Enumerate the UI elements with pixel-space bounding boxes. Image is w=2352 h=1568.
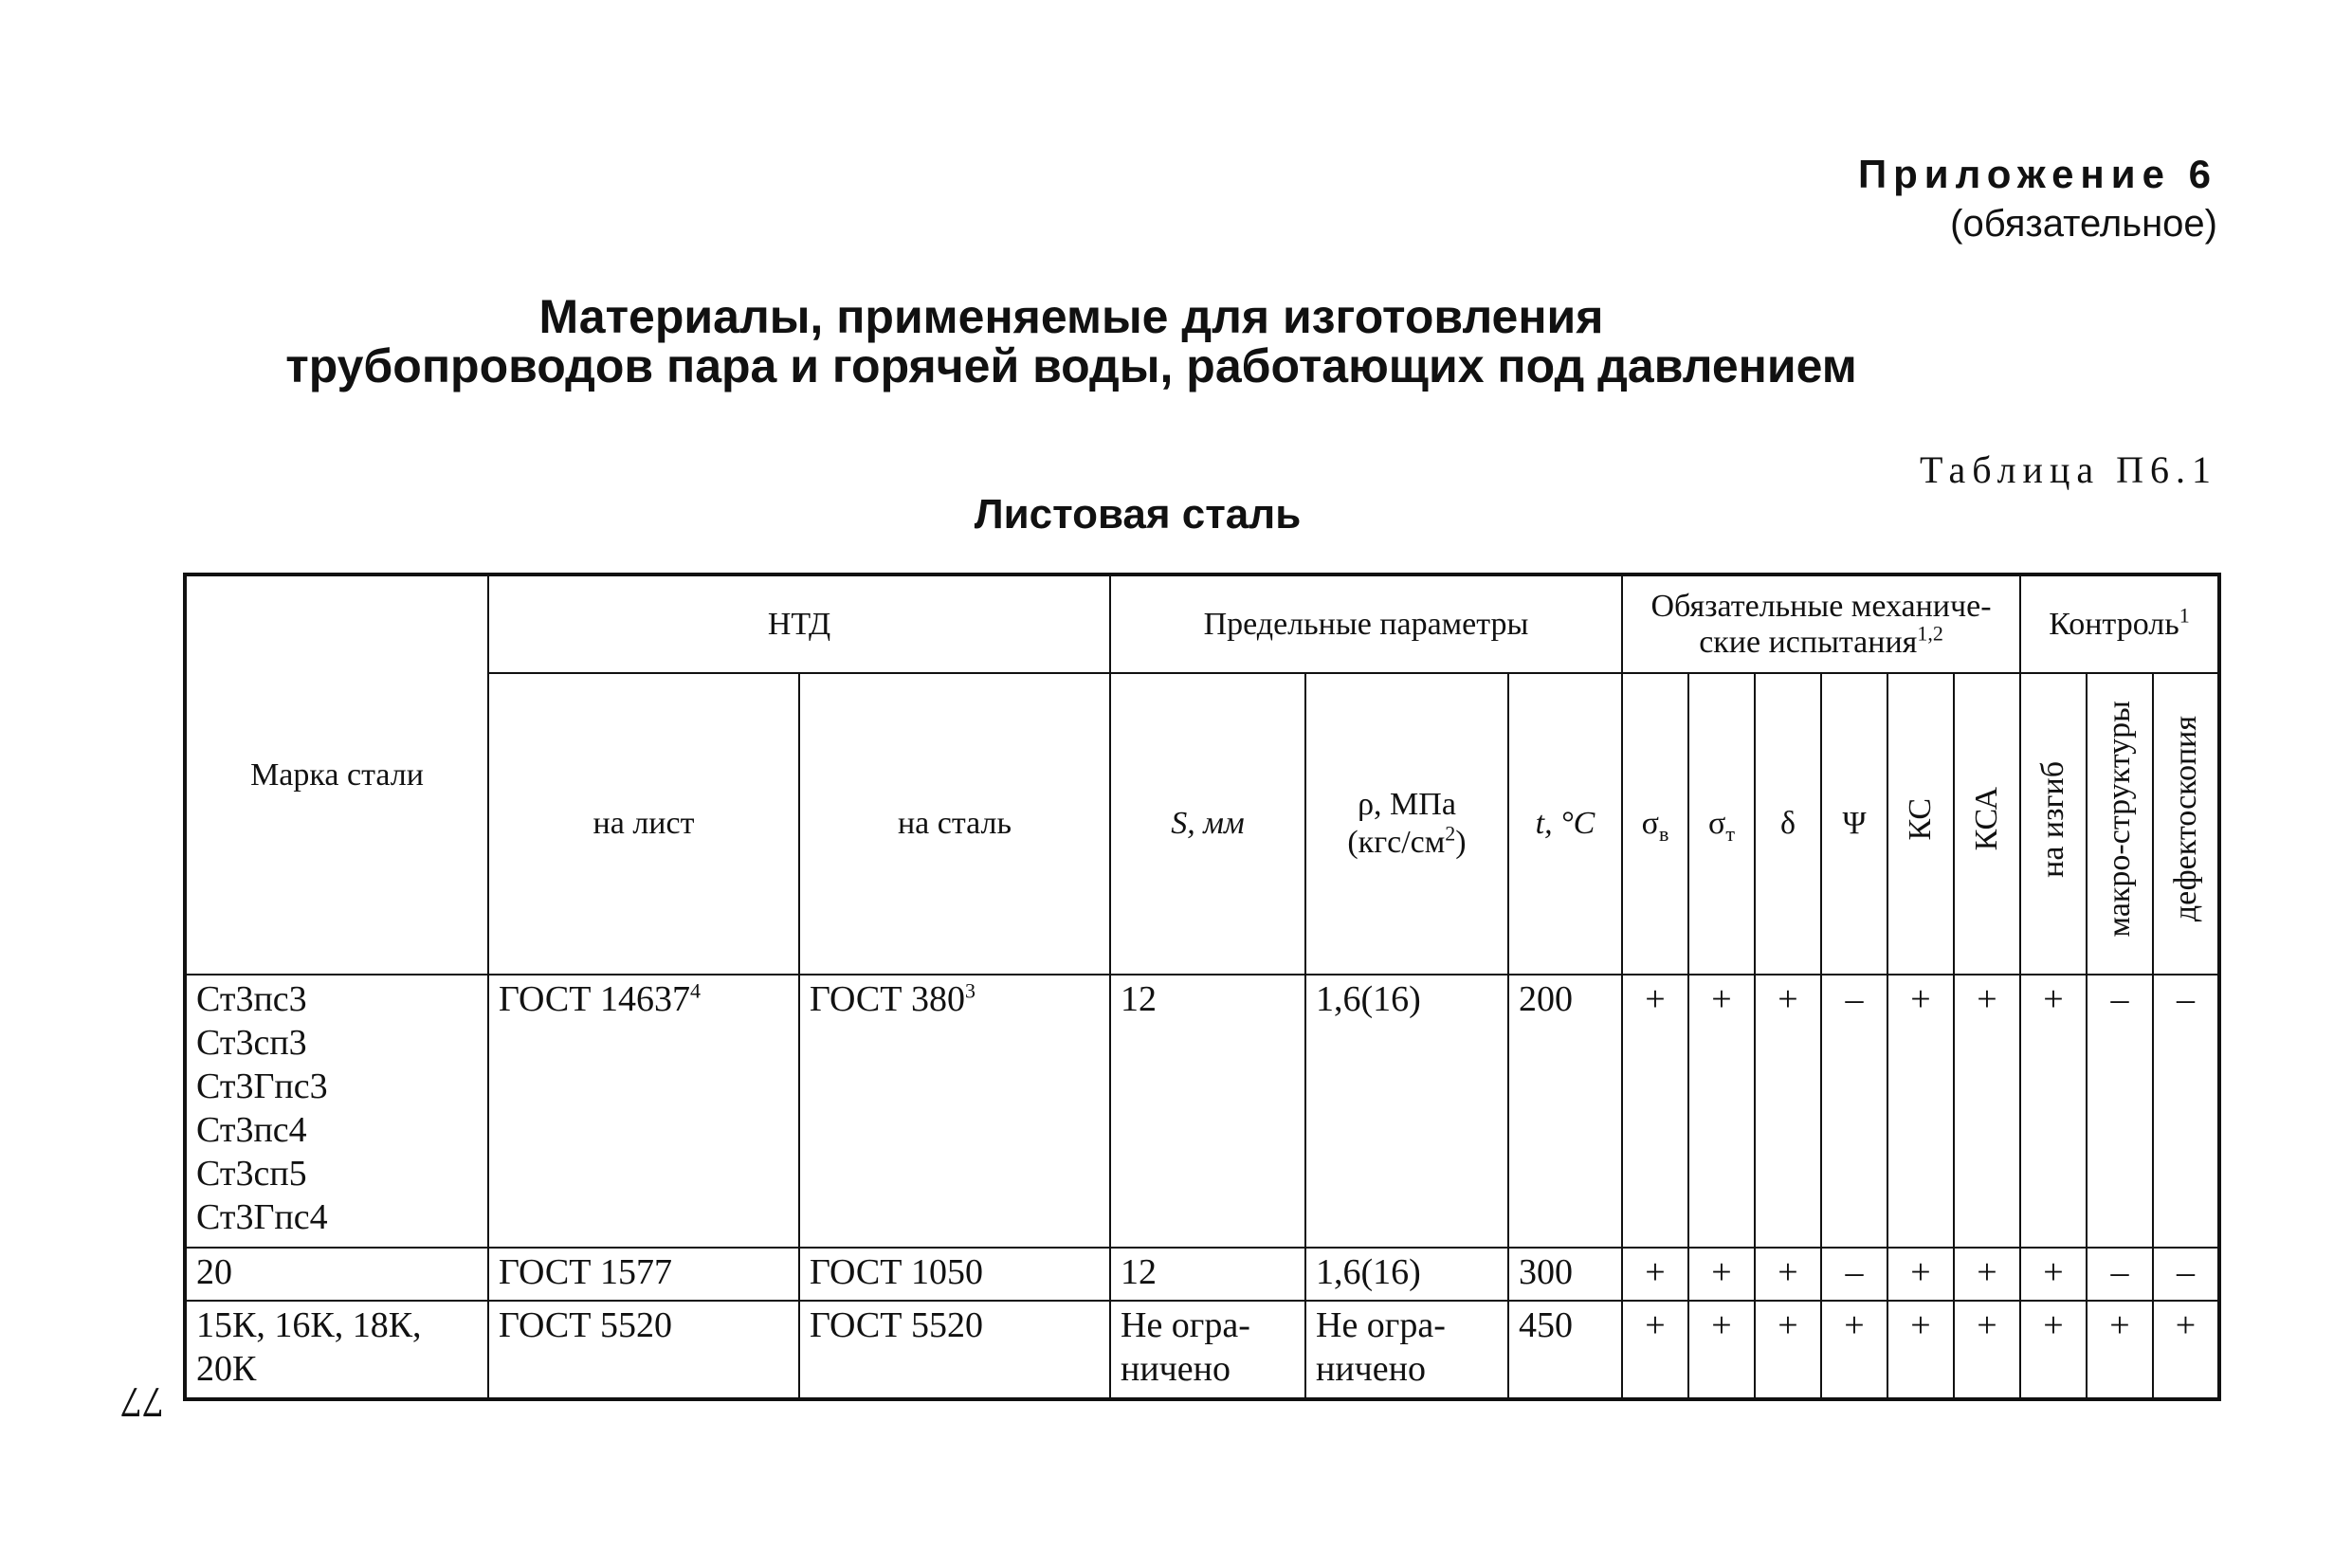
cell-mark: + [1755,1301,1821,1399]
header-psi: Ψ [1821,673,1887,975]
header-control-sup: 1 [2179,603,2190,628]
cell-on-sheet: ГОСТ 1577 [488,1248,799,1301]
cell-mark: – [2087,1248,2153,1301]
header-control [2020,574,2219,673]
cell-on-steel: ГОСТ 5520 [799,1301,1110,1399]
cell-pressure: Не огра- ничено [1305,1301,1508,1399]
header-mech-tests-text: Обязательные механиче-ские испытания [1650,588,1992,660]
header-bend-text: на изгиб [2035,760,2070,878]
grade-name: Ст3Гпс4 [196,1197,328,1237]
header-temperature-text: t, °С [1535,806,1595,841]
header-sigma-t: $\sigma_т$ [1688,673,1755,975]
cell-mark: + [1755,975,1821,1248]
cell-mark: + [2020,1301,2087,1399]
header-thickness [1110,673,1305,975]
cell-mark: + [1887,1248,1954,1301]
header-pressure-line1: ρ, МПа [1358,787,1456,822]
cell-temperature: 200 [1508,975,1622,1248]
cell-mark: + [1954,975,2020,1248]
header-temperature [1508,673,1622,975]
cell-mark: + [1688,1248,1755,1301]
cell-mark: + [2020,975,2087,1248]
header-kc [1887,673,1954,975]
cell-mark: – [2087,975,2153,1248]
page-number: 77 [120,1378,164,1427]
cell-on-sheet: ГОСТ 14637$^4$ [488,975,799,1248]
cell-mark: + [1887,975,1954,1248]
grade-name: Ст3пс3 [196,979,307,1019]
cell-grades [185,1301,488,1399]
table-number: Таблица П6.1 [1920,448,2217,491]
cell-mark: – [1821,1248,1887,1301]
grade-name: Ст3пс4 [196,1110,307,1150]
cell-on-sheet: ГОСТ 5520 [488,1301,799,1399]
cell-mark: + [1688,975,1755,1248]
cell-mark: + [1821,1301,1887,1399]
header-limit-params: Предельные параметры [1110,574,1622,673]
cell-mark: + [1622,1248,1688,1301]
header-sigma-v: $\sigma_в$ [1622,673,1688,975]
header-kca [1954,673,2020,975]
header-defect-text: дефектоскопия [2167,716,2203,922]
header-macro-text: макро-структуры [2102,701,2137,938]
cell-mark: – [2153,1248,2219,1301]
header-on-sheet: на лист [488,673,799,975]
table-subtitle: Листовая сталь [974,491,1302,538]
grade-name: 15К, 16К, 18К, [196,1305,422,1345]
cell-grades [185,1248,488,1301]
grade-name: 20 [196,1252,232,1292]
header-kca-text: КСА [1969,787,2004,851]
cell-pressure: 1,6(16) [1305,1248,1508,1301]
header-control-text: Контроль [2049,606,2179,642]
cell-temperature: 450 [1508,1301,1622,1399]
header-thickness-text: S, мм [1171,806,1245,841]
table-row [185,1248,2219,1301]
grade-name: Ст3сп3 [196,1023,307,1063]
cell-mark: + [2087,1301,2153,1399]
cell-mark: + [1622,975,1688,1248]
cell-pressure: 1,6(16) [1305,975,1508,1248]
header-defect [2153,673,2219,975]
cell-mark: + [1755,1248,1821,1301]
document-title [284,292,1858,391]
grade-name: 20К [196,1349,257,1389]
cell-mark: + [1688,1301,1755,1399]
header-steel-grade: Марка стали [185,574,488,975]
appendix-title: Приложение 6 [1857,152,2217,196]
cell-grades [185,975,488,1248]
title-line-2: трубопроводов пара и горячей воды, работающих под давлением [285,339,1857,392]
grade-name: Ст3сп5 [196,1154,307,1194]
cell-mark: + [2020,1248,2087,1301]
cell-mark: – [2153,975,2219,1248]
cell-thickness: Не огра- ничено [1110,1301,1305,1399]
appendix-subtitle: (обязательное) [1950,203,2217,245]
header-ntd: НТД [488,574,1110,673]
header-mech-tests-sup: 1,2 [1917,621,1943,646]
materials-table [183,573,2221,1401]
header-bend [2020,673,2087,975]
cell-temperature: 300 [1508,1248,1622,1301]
cell-thickness: 12 [1110,975,1305,1248]
cell-thickness: 12 [1110,1248,1305,1301]
header-on-steel: на сталь [799,673,1110,975]
grade-name: Ст3Гпс3 [196,1067,328,1106]
cell-mark: – [1821,975,1887,1248]
table-row [185,1301,2219,1399]
cell-mark: + [1954,1301,2020,1399]
header-kc-text: КС [1903,797,1938,841]
header-macro [2087,673,2153,975]
cell-on-steel: ГОСТ 1050 [799,1248,1110,1301]
cell-on-steel: ГОСТ $380^3$ [799,975,1110,1248]
header-mech-tests [1622,574,2020,673]
cell-mark: + [2153,1301,2219,1399]
table-row [185,975,2219,1248]
header-pressure-line2: $(кгс/см^2)$ [1347,821,1467,860]
header-delta: δ [1755,673,1821,975]
cell-mark: + [1887,1301,1954,1399]
cell-mark: + [1954,1248,2020,1301]
cell-mark: + [1622,1301,1688,1399]
title-line-1: Материалы, применяемые для изготовления [538,290,1604,343]
header-pressure [1305,673,1508,975]
